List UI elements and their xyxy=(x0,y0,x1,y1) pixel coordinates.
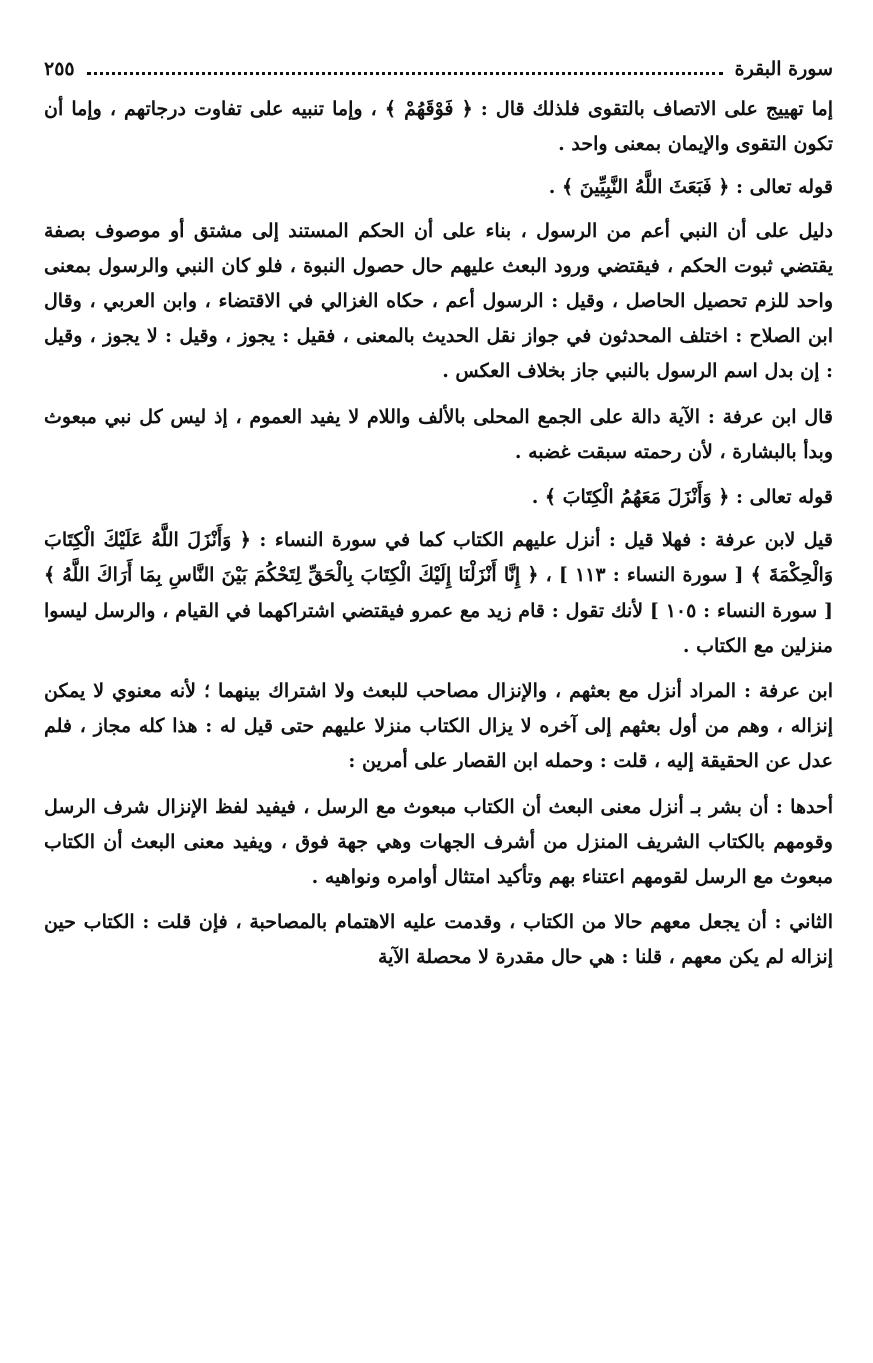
page-number: ٢٥٥ xyxy=(44,58,75,80)
paragraph-1: إما تهييج على الاتصاف بالتقوى فلذلك قال : ﴿ فَوْقَهُمْ ﴾ ، وإما تنبيه على تفاوت درجاتهم ، وإما أن تكون التقوى والإيمان بمعنى واحد . xyxy=(44,98,833,156)
verse-heading-2: قوله تعالى : ﴿ وَأَنْزَلَ مَعَهُمُ الْكِتَابَ ﴾ . xyxy=(531,486,833,509)
verse-heading-1: قوله تعالى : ﴿ فَبَعَثَ اللَّهُ النَّبِيِّينَ ﴾ . xyxy=(548,176,833,199)
paragraph-2: دليل على أن النبي أعم من الرسول ، بناء على أن الحكم المستند إلى مشتق أو موصوف بصفة يقتضي ثبوت الحكم ، فيقتضي ورود البعث عليهم حال حصول النبوة ، فلو كان النبي والرسول بمعنى واحد للزم تحصيل الحاصل ، وقيل : الرسول أعم ، حكاه الغزالي في الاقتضاء ، وابن العربي ، وقال ابن الصلاح : اختلف المحدثون في جواز نقل الحديث بالمعنى ، فقيل : يجوز ، وقيل : لا يجوز ، وقيل : إن بدل اسم الرسول بالنبي جاز بخلاف العكس . xyxy=(44,219,833,383)
paragraph-7: الثاني : أن يجعل معهم حالا من الكتاب ، وقدمت عليه الاهتمام بالمصاحبة ، فإن قلت : الكتاب حين إنزاله لم يكن معهم ، قلنا : هي حال مقدرة لا محصلة الآية xyxy=(44,911,833,969)
paragraph-5: ابن عرفة : المراد أنزل مع بعثهم ، والإنزال مصاحب للبعث ولا اشتراك بينهما ؛ لأنه معنوي لا يمكن إنزاله ، وهم من أول بعثهم إلى آخره لا يزال الكتاب منزلا عليهم حتى قيل له : هذا كله مجاز ، فلم عدل عن الحقيقة إليه ، قلت : وحمله ابن القصار على أمرين : xyxy=(44,680,833,773)
running-header xyxy=(44,54,833,84)
page-body xyxy=(44,92,833,976)
surah-title: سورة البقرة xyxy=(734,58,833,80)
paragraph-6: أحدها : أن بشر بـ أنزل معنى البعث أن الكتاب مبعوث مع الرسل ، فيفيد لفظ الإنزال شرف الرسل وقومهم بالكتاب الشريف المنزل من أشرف الجهات وهي جهة فوق ، ويفيد معنى البعث أن الكتاب مبعوث مع الرسل لقومهم اعتناء بهم وتأكيد امتثال أوامره ونواهيه . xyxy=(44,795,833,889)
leader-dots xyxy=(87,72,723,75)
paragraph-4: قيل لابن عرفة : فهلا قيل : أنزل عليهم الكتاب كما في سورة النساء : ﴿ وَأَنْزَلَ اللَّهُ عَلَيْكَ الْكِتَابَ وَالْحِكْمَةَ ﴾ [ سورة النساء : ١١٣ ] ، ﴿ إِنَّا أَنْزَلْنَا إِلَيْكَ الْكِتَابَ بِالْحَقِّ لِتَحْكُمَ بَيْنَ النَّاسِ بِمَا أَرَاكَ اللَّهُ ﴾ [ سورة النساء : ١٠٥ ] لأنك تقول : قام زيد مع عمرو فيقتضي اشتراكهما في القيام ، والرسل ليسوا منزلين مع الكتاب . xyxy=(44,529,834,657)
paragraph-3: قال ابن عرفة : الآية دالة على الجمع المحلى بالألف واللام لا يفيد العموم ، إذ ليس كل نبي مبعوث وبدأ بالبشارة ، لأن رحمته سبقت غضبه . xyxy=(44,405,833,463)
